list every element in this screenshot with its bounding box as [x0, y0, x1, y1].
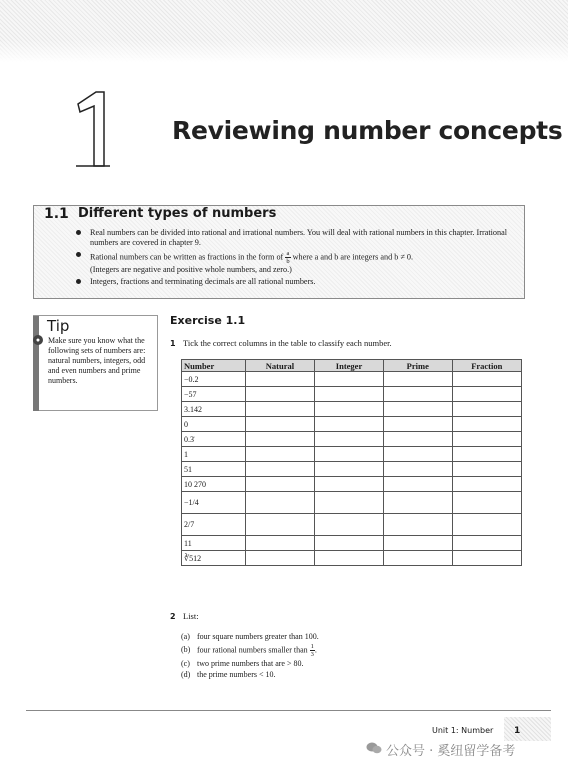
tick-cell[interactable] — [245, 492, 314, 514]
table-row — [182, 417, 522, 432]
number-cell: 11 — [182, 536, 246, 551]
chapter-title: Reviewing number concepts — [172, 116, 563, 145]
tick-cell[interactable] — [384, 514, 453, 536]
tick-cell[interactable] — [384, 492, 453, 514]
section-summary-box — [33, 205, 525, 299]
number-cell: ∛512 — [182, 551, 246, 566]
tick-cell[interactable] — [384, 551, 453, 566]
table-row — [182, 402, 522, 417]
tick-cell[interactable] — [245, 417, 314, 432]
tick-cell[interactable] — [315, 372, 384, 387]
tick-cell[interactable] — [315, 402, 384, 417]
tick-cell[interactable] — [315, 447, 384, 462]
column-header: Natural — [245, 360, 314, 372]
summary-list — [76, 228, 516, 289]
number-cell: 0.3̇ — [182, 432, 246, 447]
question-2-list — [181, 631, 319, 681]
number-cell: −1/4 — [182, 492, 246, 514]
table-row — [182, 514, 522, 536]
column-header: Integer — [315, 360, 384, 372]
tick-cell[interactable] — [452, 477, 521, 492]
tick-cell[interactable] — [245, 447, 314, 462]
column-header: Number — [182, 360, 246, 372]
summary-bullet: Real numbers can be divided into rational and irrational numbers. You will deal with rational numbers in this chapter. Irrational numbers are covered in chapter 9. — [76, 228, 516, 248]
tick-cell[interactable] — [245, 551, 314, 566]
tick-cell[interactable] — [452, 387, 521, 402]
tip-bullet-icon: ● — [33, 335, 43, 345]
number-cell: 2/7 — [182, 514, 246, 536]
table-row — [182, 372, 522, 387]
table-row — [182, 432, 522, 447]
table-row — [182, 462, 522, 477]
number-cell: 10 270 — [182, 477, 246, 492]
tick-cell[interactable] — [245, 462, 314, 477]
question-text: List: — [183, 611, 199, 621]
list-item: (b) four rational numbers smaller than $\frac{1}{3}$ . — [181, 642, 317, 658]
tick-cell[interactable] — [245, 536, 314, 551]
tick-cell[interactable] — [245, 387, 314, 402]
list-item: (d) the prime numbers < 10. — [181, 670, 276, 679]
tick-cell[interactable] — [315, 514, 384, 536]
list-item: (c) two prime numbers that are > 80. — [181, 658, 304, 668]
tip-bar — [33, 316, 39, 411]
list-item: (a) four square numbers greater than 100. — [181, 632, 319, 641]
tick-cell[interactable] — [245, 477, 314, 492]
number-cell: 3.142 — [182, 402, 246, 417]
tip-title: Tip — [47, 317, 70, 335]
table-row — [182, 387, 522, 402]
table-row — [182, 551, 522, 566]
question-number: 2 — [170, 612, 176, 621]
tick-cell[interactable] — [452, 447, 521, 462]
table-header-row — [182, 360, 522, 372]
tick-cell[interactable] — [384, 372, 453, 387]
tick-cell[interactable] — [384, 432, 453, 447]
number-cell: 0 — [182, 417, 246, 432]
tick-cell[interactable] — [315, 477, 384, 492]
tick-cell[interactable] — [315, 387, 384, 402]
tick-cell[interactable] — [452, 551, 521, 566]
fraction-one-third: $\frac{1}{3}$ — [310, 642, 314, 658]
tip-text: Make sure you know what the following sets of numbers are: natural numbers, integers, odd and even numbers and prime numbers. — [48, 336, 146, 385]
classification-table — [181, 359, 522, 566]
table-row — [182, 477, 522, 492]
table-row — [182, 492, 522, 514]
tick-cell[interactable] — [452, 417, 521, 432]
footer-unit: Unit 1: Number — [432, 726, 494, 735]
tick-cell[interactable] — [315, 551, 384, 566]
tick-cell[interactable] — [384, 462, 453, 477]
tick-cell[interactable] — [384, 447, 453, 462]
tick-cell[interactable] — [452, 402, 521, 417]
tick-cell[interactable] — [245, 432, 314, 447]
question-number: 1 — [170, 339, 176, 348]
chapter-number-graphic — [70, 90, 114, 170]
scan-texture — [0, 0, 568, 62]
column-header: Fraction — [452, 360, 521, 372]
section-number: 1.1 — [44, 206, 69, 222]
tick-cell[interactable] — [315, 492, 384, 514]
number-cell: 1 — [182, 447, 246, 462]
footer-rule — [26, 710, 551, 711]
tip-box — [33, 315, 158, 411]
tick-cell[interactable] — [452, 492, 521, 514]
tick-cell[interactable] — [245, 372, 314, 387]
tick-cell[interactable] — [315, 417, 384, 432]
number-cell: 51 — [182, 462, 246, 477]
table-row — [182, 447, 522, 462]
tick-cell[interactable] — [384, 477, 453, 492]
number-cell: −57 — [182, 387, 246, 402]
fraction-a-over-b: $\frac{a}{b}$ — [286, 250, 290, 265]
tick-cell[interactable] — [315, 536, 384, 551]
wechat-icon — [366, 742, 382, 754]
section-title: Different types of numbers — [78, 206, 277, 221]
tick-cell[interactable] — [245, 402, 314, 417]
question-text: Tick the correct columns in the table to classify each number. — [183, 338, 392, 348]
tick-cell[interactable] — [452, 432, 521, 447]
tick-cell[interactable] — [315, 432, 384, 447]
column-header: Prime — [384, 360, 453, 372]
tick-cell[interactable] — [315, 462, 384, 477]
tick-cell[interactable] — [384, 417, 453, 432]
tick-cell[interactable] — [452, 536, 521, 551]
summary-bullet: Rational numbers can be written as fractions in the form of $\frac{a}{b}$ where a and b are integers and b ≠ 0. (Integers are negative and positive whole numbers, and zero.) — [76, 250, 516, 275]
number-cell: −0.2 — [182, 372, 246, 387]
page-number: 1 — [514, 726, 521, 736]
tick-cell[interactable] — [384, 402, 453, 417]
tick-cell[interactable] — [384, 536, 453, 551]
tick-cell[interactable] — [452, 514, 521, 536]
exercise-title: Exercise 1.1 — [170, 314, 246, 327]
watermark-text: 公众号 · 奚纽留学备考 — [386, 744, 516, 759]
table-row — [182, 536, 522, 551]
tick-cell[interactable] — [452, 462, 521, 477]
tick-cell[interactable] — [384, 387, 453, 402]
tick-cell[interactable] — [245, 514, 314, 536]
tick-cell[interactable] — [452, 372, 521, 387]
summary-bullet: Integers, fractions and terminating decimals are all rational numbers. — [76, 277, 516, 287]
page-number-box — [504, 717, 551, 741]
